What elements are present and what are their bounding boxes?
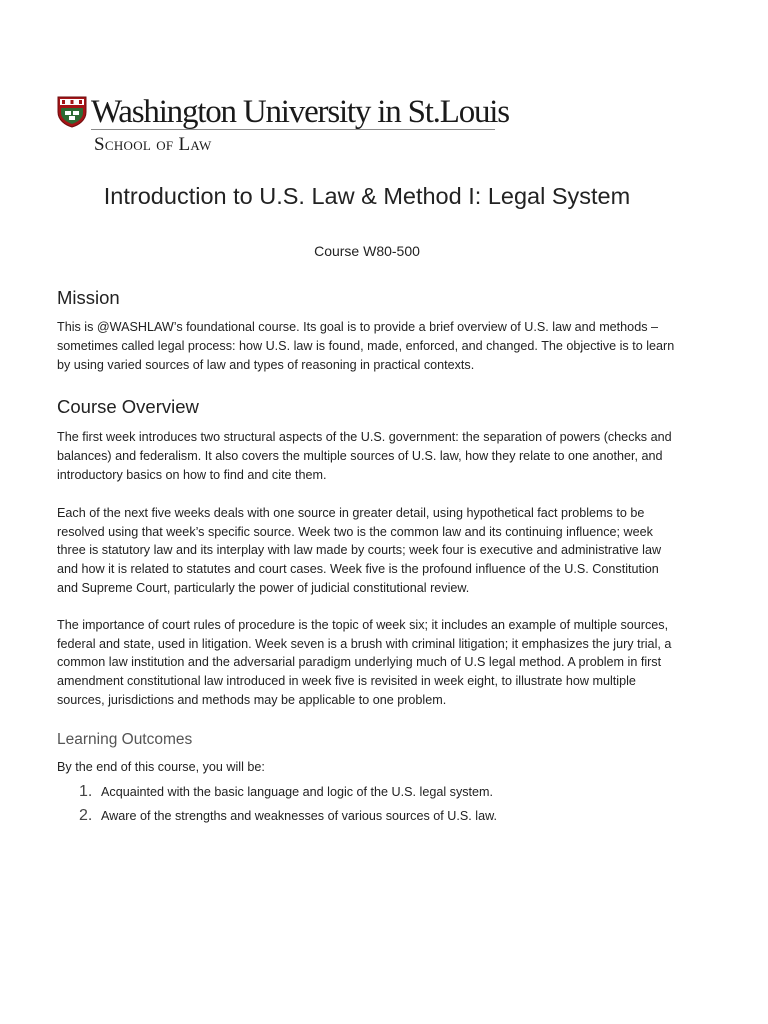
school-name: School of Law (94, 134, 212, 155)
learning-outcomes-heading: Learning Outcomes (57, 730, 193, 748)
learning-outcomes-intro: By the end of this course, you will be: (57, 759, 265, 774)
university-name: Washington University in St.Louis (91, 94, 509, 130)
mission-heading: Mission (57, 287, 120, 308)
list-item-number: 1. (79, 782, 93, 800)
university-logo (57, 92, 509, 162)
list-item-text: Acquainted with the basic language and logic of the U.S. legal system. (101, 784, 494, 799)
overview-paragraph: The first week introduces two structural aspects of the U.S. government: the separation of powers (checks and balances) and federalism. It also covers the multiple sources of U.S. law, how they relate to one another, and introductory basics on how to find and cite them. (57, 430, 672, 482)
course-overview-heading: Course Overview (57, 396, 199, 418)
document-title: Introduction to U.S. Law & Method I: Legal System (103, 183, 631, 209)
list-item (57, 780, 677, 804)
university-shield-icon (57, 96, 87, 128)
list-item-number: 2. (79, 806, 93, 824)
learning-outcomes-list (57, 780, 677, 828)
document-body (57, 285, 677, 828)
overview-paragraph: The importance of court rules of procedure is the topic of week six; it includes an example of multiple sources, federal and state, used in litigation. Week seven is a brush with criminal litigation; it emphasizes the jury trial, a common law institution and the adversarial paradigm underlying much of U.S legal method. A problem in first amendment constitutional law introduced in week five is revisited in week eight, to illustrate how multiple sources, jurisdictions and methods may be applicable to one problem. (57, 617, 672, 707)
list-item-text: Aware of the strengths and weaknesses of various sources of U.S. law. (101, 808, 497, 823)
logo-divider (91, 129, 495, 130)
list-item (57, 804, 677, 828)
course-code: Course W80-500 (314, 243, 420, 259)
overview-paragraph: Each of the next five weeks deals with one source in greater detail, using hypothetical fact problems to be resolved using that week’s specific source. Week two is the common law and its continuing influence; week three is statutory law and its interplay with law made by courts; week four is executive and administrative law and how it is related to statutes and court cases. Week five is the profound influence of the U.S. Constitution and Supreme Court, particularly the power of judicial constitutional review. (57, 505, 662, 595)
mission-paragraph: This is @WASHLAW’s foundational course. Its goal is to provide a brief overview of U.S. law and methods – sometimes called legal process: how U.S. law is found, made, enforced, and changed. The objective is to learn by using varied sources of law and types of reasoning in practical contexts. (57, 320, 675, 372)
